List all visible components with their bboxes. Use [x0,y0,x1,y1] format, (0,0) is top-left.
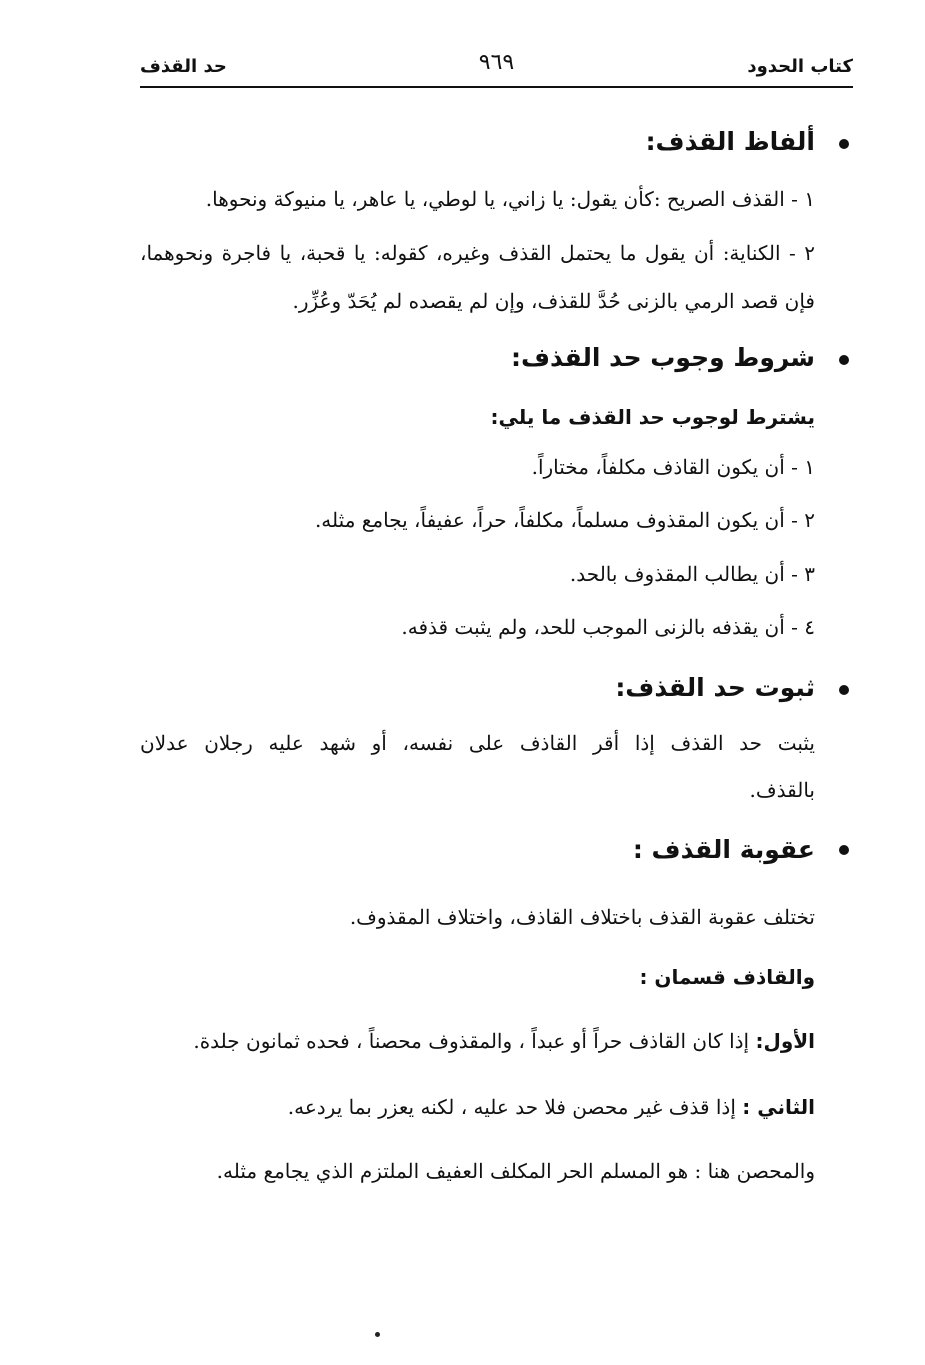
muhsan-definition: والمحصن هنا : هو المسلم الحر المكلف العفيف الملتزم الذي يجامع مثله. [216,1159,815,1183]
first-type [193,1029,815,1053]
second-type-text: إذا قذف غير محصن فلا حد عليه ، لكنه يعزر بما يردعه. [287,1095,743,1119]
page-header [140,52,853,88]
second-type [288,1095,815,1119]
bullet-icon [839,685,849,695]
proof-line-2: بالقذف. [749,778,815,802]
qadhif-types: والقاذف قسمان : [639,965,815,989]
first-type-label: الأول: [755,1029,815,1053]
section-title-proof: ثبوت حد القذف: [615,673,815,702]
conditions-intro: يشترط لوجوب حد القذف ما يلي: [490,405,815,429]
section-title-punishment: عقوبة القذف : [632,835,815,864]
chapter-title: حد القذف [140,56,227,77]
second-type-label: الثاني : [742,1095,815,1119]
print-dot [375,1332,380,1337]
bullet-icon [839,139,849,149]
condition-1: ١ - أن يكون القاذف مكلفاً، مختاراً. [531,455,815,479]
page-number: ٩٦٩ [478,50,515,75]
words-item-1: ١ - القذف الصريح :كأن يقول: يا زاني، يا لوطي، يا عاهر، يا منيوكة ونحوها. [205,187,815,211]
section-title-words: ألفاظ القذف: [645,127,815,156]
punishment-intro: تختلف عقوبة القذف باختلاف القاذف، واختلاف المقذوف. [349,905,815,929]
condition-3: ٣ - أن يطالب المقذوف بالحد. [569,562,815,586]
proof-line-1: يثبت حد القذف إذا أقر القاذف على نفسه، أو شهد عليه رجلان عدلان [140,731,815,755]
bullet-icon [839,845,849,855]
bullet-icon [839,355,849,365]
section-title-conditions: شروط وجوب حد القذف: [511,343,815,372]
book-title: كتاب الحدود [747,56,853,77]
condition-4: ٤ - أن يقذفه بالزنى الموجب للحد، ولم يثبت قذفه. [401,615,815,639]
condition-2: ٢ - أن يكون المقذوف مسلماً، مكلفاً، حراً، عفيفاً، يجامع مثله. [314,508,815,532]
words-item-2-line-2: فإن قصد الرمي بالزنى حُدَّ للقذف، وإن لم يقصده لم يُحَدّ وعُزِّر. [292,289,815,313]
first-type-text: إذا كان القاذف حراً أو عبداً ، والمقذوف محصناً ، فحده ثمانون جلدة. [193,1029,756,1053]
words-item-2-line-1: ٢ - الكناية: أن يقول ما يحتمل القذف وغيره، كقوله: يا قحبة، يا فاجرة ونحوهما، [140,241,815,265]
